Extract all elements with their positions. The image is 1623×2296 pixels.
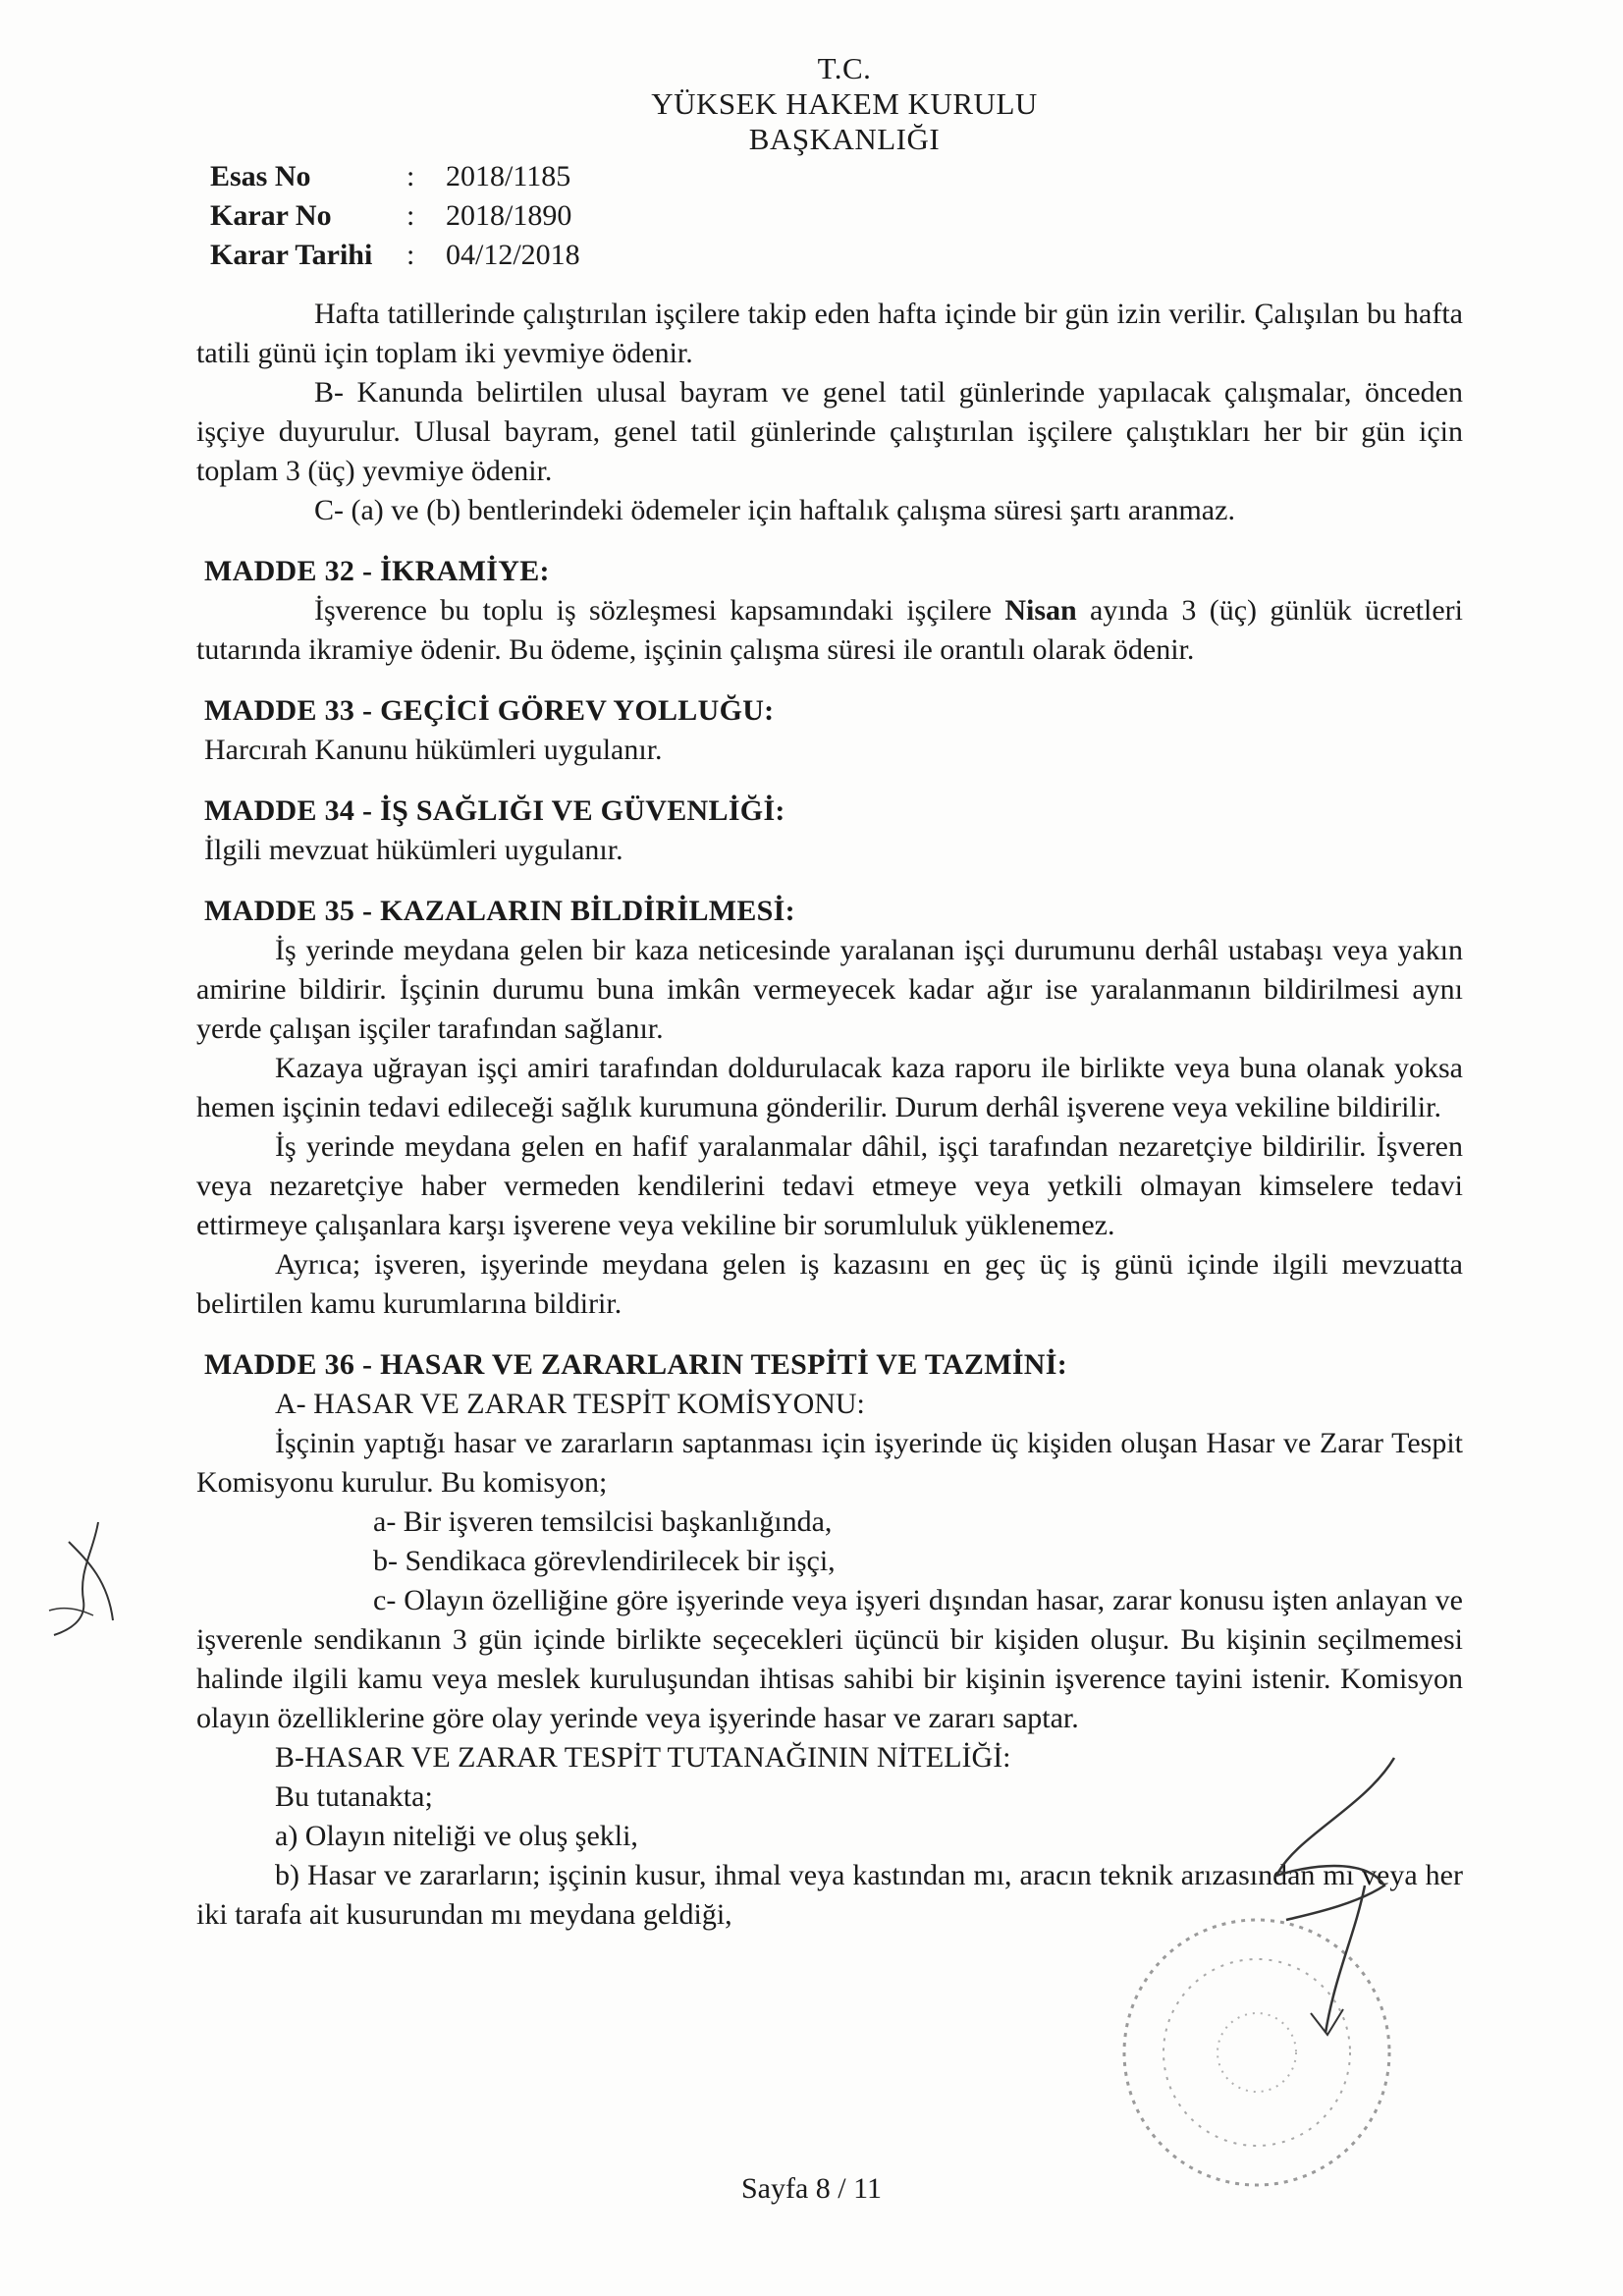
- article-36-b-item-a: a) Olayın niteliği ve oluş şekli,: [275, 1820, 638, 1852]
- article-32-text-a: İşverence bu toplu iş sözleşmesi kapsamındaki işçilere: [314, 594, 1005, 627]
- article-36-title: MADDE 36 - HASAR VE ZARARLARIN TESPİTİ VE TAZMİNİ:: [204, 1348, 1068, 1381]
- karar-value: 2018/1890: [446, 199, 572, 232]
- article-32-text-b: ayında 3 (üç) günlük ücretleri tutarında ikramiye ödenir. Bu ödeme, işçinin çalışma süresi ile orantılı olarak ödenir.: [196, 594, 1463, 666]
- right-signature-icon: [1217, 1748, 1434, 2043]
- article-36-b-intro: Bu tutanakta;: [275, 1780, 433, 1813]
- article-32-month: Nisan: [1004, 594, 1077, 627]
- article-35-p2: Kazaya uğrayan işçi amiri tarafından doldurulacak kaza raporu ile birlikte veya buna olanak yoksa hemen işçinin tedavi edileceği sağlık kurumuna gönderilir. Durum derhâl işverene veya vekiline bildirilir.: [196, 1052, 1463, 1123]
- article-36-a-title: A- HASAR VE ZARAR TESPİT KOMİSYONU:: [275, 1388, 865, 1420]
- karar-row: [210, 196, 662, 236]
- article-32-title: MADDE 32 - İKRAMİYE:: [204, 555, 550, 587]
- document-header: [628, 51, 1060, 157]
- page-number: Sayfa 8 / 11: [740, 2172, 883, 2205]
- article-35-title: MADDE 35 - KAZALARIN BİLDİRİLMESİ:: [204, 895, 795, 927]
- case-meta: [210, 157, 662, 275]
- tarih-row: [210, 236, 662, 275]
- article-35-p4: Ayrıca; işveren, işyerinde meydana gelen iş kazasını en geç üç iş günü içinde ilgili mevzuatta belirtilen kamu kurumlarına bildirir.: [196, 1248, 1463, 1320]
- article-33-title: MADDE 33 - GEÇİCİ GÖREV YOLLUĞU:: [204, 694, 775, 727]
- article-34-text: İlgili mevzuat hükümleri uygulanır.: [204, 834, 623, 866]
- esas-value: 2018/1185: [446, 160, 571, 192]
- left-margin-signature-icon: [39, 1512, 128, 1640]
- document-body: [196, 295, 1463, 1935]
- header-tc: T.C.: [817, 51, 872, 85]
- article-35-p1: İş yerinde meydana gelen bir kaza neticesinde yaralanan işçi durumunu derhâl ustabaşı veya yakın amirine bildirir. İşçinin durumu buna imkân vermeyecek kadar ağır ise yaralanmanın bildirilmesi aynı yerde çalışan işçiler tarafından sağlanır.: [196, 934, 1463, 1045]
- article-36-a-item-b: b- Sendikaca görevlendirilecek bir işçi,: [373, 1545, 836, 1577]
- header-institution: YÜKSEK HAKEM KURULU: [651, 86, 1038, 121]
- tarih-value: 04/12/2018: [446, 239, 580, 271]
- article-35-p3: İş yerinde meydana gelen en hafif yaralanmalar dâhil, işçi tarafından nezaretçiye bildirilir. İşveren veya nezaretçiye haber vermeden kendilerini tedavi etmeye veya yetkili olmayan kimselere tedavi ettirmeye çalışanlara karşı işverene veya vekiline bir sorumluluk yüklenemez.: [196, 1130, 1463, 1241]
- karar-colon: :: [406, 199, 415, 232]
- tarih-colon: :: [406, 239, 415, 271]
- karar-label: Karar No: [210, 199, 332, 232]
- article-36-a-p1: İşçinin yaptığı hasar ve zararların saptanması için işyerinde üç kişiden oluşan Hasar ve Zarar Tespit Komisyonu kurulur. Bu komisyon;: [196, 1427, 1463, 1499]
- article-32-text: [196, 591, 1463, 670]
- header-presidency: BAŞKANLIĞI: [748, 122, 941, 156]
- article-36-b-item-b: b) Hasar ve zararların; işçinin kusur, ihmal veya kastından mı, aracın teknik arızasından mı veya her iki tarafa ait kusurundan mı meydana geldiği,: [196, 1859, 1463, 1931]
- article-33-text: Harcırah Kanunu hükümleri uygulanır.: [204, 734, 663, 766]
- esas-row: [210, 157, 662, 196]
- paragraph-national-holiday: B- Kanunda belirtilen ulusal bayram ve genel tatil günlerinde yapılacak çalışmalar, önceden işçiye duyurulur. Ulusal bayram, genel tatil günlerinde çalıştırılan işçilere çalıştıkları her bir gün için toplam 3 (üç) yevmiye ödenir.: [196, 376, 1463, 487]
- article-36-a-item-c: c- Olayın özelliğine göre işyerinde veya işyeri dışından hasar, zarar konusu işten anlayan ve işverenle sendikanın 3 gün içinde birlikte seçecekleri üçüncü bir kişiden oluşur. Bu kişinin seçilmemesi halinde ilgili kamu veya meslek kuruluşundan ihtisas sahibi bir kişinin işverence tayini istenir. Komisyon olayın özelliklerine göre olay yerinde veya işyerinde hasar ve zararı saptar.: [196, 1584, 1463, 1734]
- article-36-a-item-a: a- Bir işveren temsilcisi başkanlığında,: [373, 1505, 833, 1538]
- article-34-title: MADDE 34 - İŞ SAĞLIĞI VE GÜVENLİĞİ:: [204, 794, 785, 827]
- esas-label: Esas No: [210, 160, 311, 192]
- paragraph-weekly-holiday: Hafta tatillerinde çalıştırılan işçilere takip eden hafta içinde bir gün izin verilir. Çalışılan bu hafta tatili günü için toplam iki yevmiye ödenir.: [196, 298, 1463, 369]
- article-36-b-title: B-HASAR VE ZARAR TESPİT TUTANAĞININ NİTELİĞİ:: [275, 1741, 1011, 1774]
- tarih-label: Karar Tarihi: [210, 239, 373, 271]
- paragraph-clause-c: C- (a) ve (b) bentlerindeki ödemeler için haftalık çalışma süresi şartı aranmaz.: [314, 494, 1235, 526]
- esas-colon: :: [406, 160, 415, 192]
